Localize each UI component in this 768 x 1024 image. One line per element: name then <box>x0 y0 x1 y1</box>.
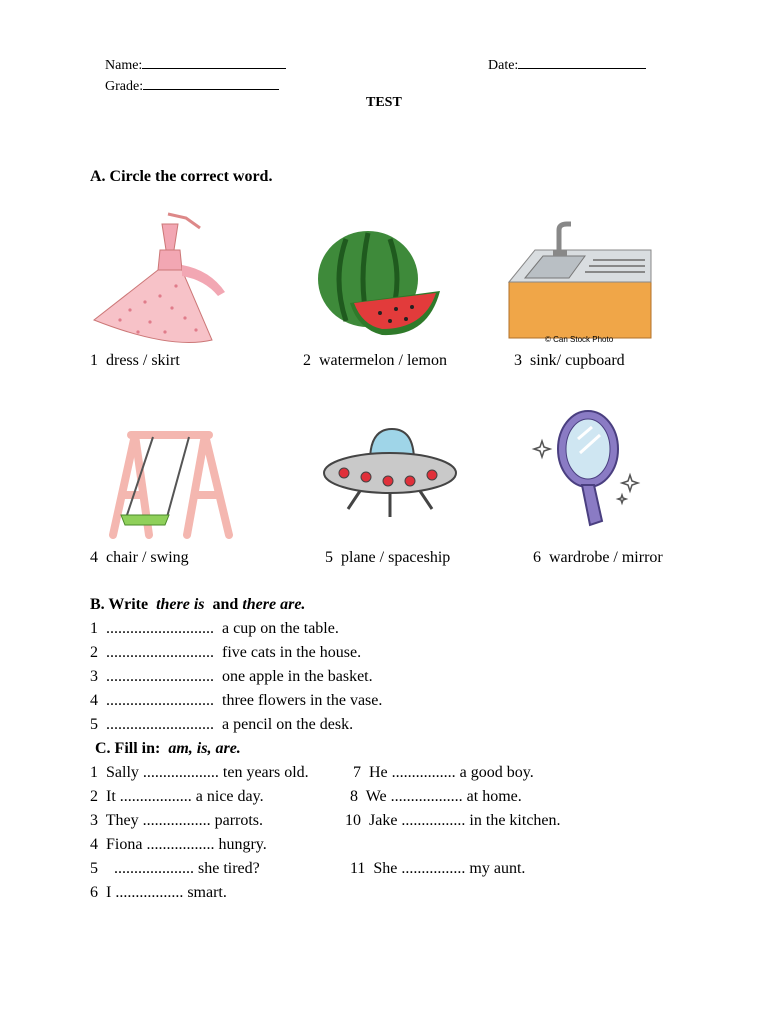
list-item-c11: 11 She ................ my aunt. <box>350 860 526 877</box>
item-a6: 6 wardrobe / mirror <box>533 549 663 566</box>
grade-field <box>105 75 279 95</box>
name-label: Name: <box>105 58 143 73</box>
list-item-b1: 1 ........................... a cup on the table. <box>90 620 339 637</box>
dress-icon <box>90 210 230 348</box>
list-item-c5: 5 .................... she tired? <box>90 860 260 877</box>
list-item-c6: 6 I ................. smart. <box>90 884 227 901</box>
watermelon-icon <box>310 225 445 340</box>
list-item-c2: 2 It .................. a nice day. <box>90 788 264 805</box>
sink-icon <box>505 220 655 348</box>
name-field <box>105 54 286 74</box>
date-label: Date: <box>488 58 519 73</box>
list-item-c10: 10 Jake ................ in the kitchen. <box>345 812 561 829</box>
list-item-c8: 8 We .................. at home. <box>350 788 522 805</box>
photo-credit: © Can Stock Photo <box>545 335 614 344</box>
section-b-heading: B. Write there is and there are. <box>90 596 306 613</box>
item-a3: 3 sink/ cupboard <box>514 352 625 369</box>
list-item-b2: 2 ........................... five cats in the house. <box>90 644 362 661</box>
item-a5: 5 plane / spaceship <box>325 549 451 566</box>
item-a4: 4 chair / swing <box>90 549 189 566</box>
item-a2: 2 watermelon / lemon <box>303 352 447 369</box>
list-item-c4: 4 Fiona ................. hungry. <box>90 836 267 853</box>
section-a-heading: A. Circle the correct word. <box>90 168 273 185</box>
list-item-c1: 1 Sally ................... ten years old. <box>90 764 309 781</box>
name-line[interactable] <box>142 54 286 69</box>
list-item-b5: 5 ........................... a pencil on the desk. <box>90 716 354 733</box>
list-item-c7: 7 He ................ a good boy. <box>353 764 534 781</box>
mirror-icon <box>530 405 645 530</box>
spaceship-icon <box>320 425 460 525</box>
page-title: TEST <box>366 95 402 110</box>
list-item-b3: 3 ........................... one apple in the basket. <box>90 668 373 685</box>
section-c-heading: C. Fill in: am, is, are. <box>95 740 241 757</box>
item-a1: 1 dress / skirt <box>90 352 180 369</box>
swing-icon <box>105 425 235 540</box>
date-line[interactable] <box>518 54 646 69</box>
grade-label: Grade: <box>105 79 144 94</box>
grade-line[interactable] <box>143 75 279 90</box>
list-item-b4: 4 ........................... three flowers in the vase. <box>90 692 383 709</box>
date-field <box>488 54 646 74</box>
list-item-c3: 3 They ................. parrots. <box>90 812 264 829</box>
